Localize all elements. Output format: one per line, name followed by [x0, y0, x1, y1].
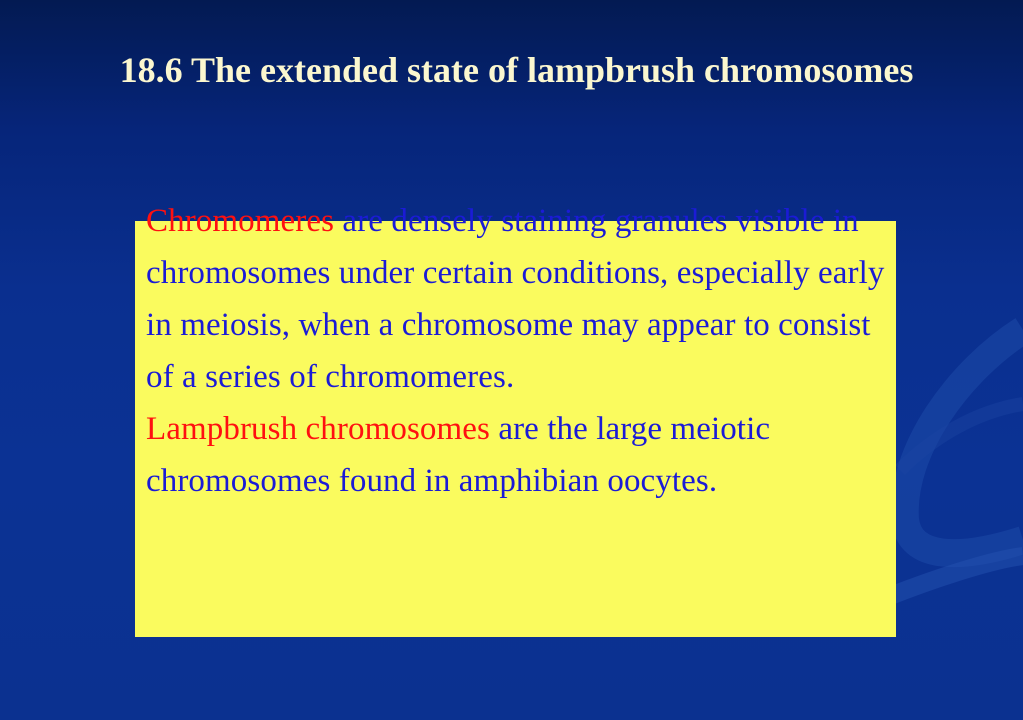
term-chromomeres: Chromomeres	[146, 203, 335, 239]
definition-text-chromomeres: are densely staining granules visible in chromosomes under certain conditions, especially early in meiosis, when a chromosome may appear to consist of a series of chromomeres.	[146, 203, 885, 395]
slide-body	[146, 195, 886, 507]
definition-text-lampbrush: are the large meiotic chromosomes found in amphibian oocytes.	[146, 411, 771, 499]
term-lampbrush-chromosomes: Lampbrush chromosomes	[146, 411, 490, 447]
definition-lampbrush	[146, 403, 886, 507]
slide-title: 18.6 The extended state of lampbrush chromosomes	[119, 50, 914, 90]
definition-chromomeres	[146, 195, 886, 403]
